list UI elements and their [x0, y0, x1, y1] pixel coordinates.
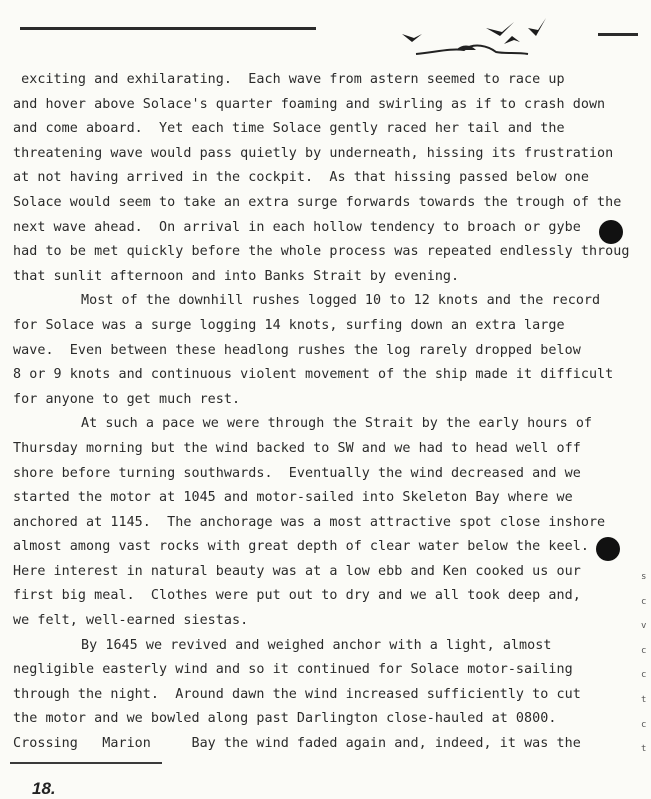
- header-rule: [20, 27, 316, 30]
- text-line: exciting and exhilarating. Each wave from astern seemed to race up: [13, 72, 565, 87]
- text-line: At such a pace we were through the Strait by the early hours of: [81, 416, 593, 432]
- paragraph: [13, 634, 651, 757]
- punch-hole: [596, 537, 620, 561]
- text-line: threatening wave would pass quietly by underneath, hissing its frustration: [13, 145, 614, 161]
- text-line: for anyone to get much rest.: [13, 391, 241, 407]
- margin-edge-marks: [641, 565, 651, 762]
- punch-hole: [599, 220, 623, 244]
- edge-mark: s: [641, 572, 647, 582]
- header-rule-right: [598, 33, 638, 36]
- bird-4: [528, 18, 546, 36]
- text-line: we felt, well-earned siestas.: [13, 613, 249, 629]
- text-line: had to be met quickly before the whole process was repeated endlessly throug: [13, 244, 630, 260]
- text-line: Here interest in natural beauty was at a low ebb and Ken cooked us our: [13, 563, 581, 579]
- body-text: [13, 68, 651, 757]
- text-line: 8 or 9 knots and continuous violent movement of the ship made it difficult: [13, 367, 614, 383]
- text-line: almost among vast rocks with great depth of clear water below the keel.: [13, 539, 589, 555]
- edge-mark: t: [641, 744, 647, 755]
- seabirds-illustration: [396, 14, 560, 60]
- page-number: 18.: [32, 779, 56, 798]
- text-line: shore before turning southwards. Eventually the wind decreased and we: [13, 465, 581, 481]
- text-line: and come aboard. Yet each time Solace gently raced her tail and the: [13, 121, 565, 137]
- text-line: anchored at 1145. The anchorage was a most attractive spot close inshore: [13, 514, 606, 530]
- text-line: Solace would seem to take an extra surge forwards towards the trough of the: [13, 194, 622, 210]
- bird-3: [504, 36, 520, 44]
- text-line: first big meal. Clothes were put out to dry and we all took deep and,: [13, 588, 581, 604]
- text-line: Most of the downhill rushes logged 10 to 12 knots and the record: [81, 293, 601, 309]
- text-line: the motor and we bowled along past Darlington close-hauled at 0800.: [13, 711, 557, 727]
- text-line: negligible easterly wind and so it continued for Solace motor-sailing: [13, 662, 573, 678]
- paragraph: [13, 412, 651, 633]
- text-line: Thursday morning but the wind backed to SW and we had to head well off: [13, 440, 581, 456]
- paragraph: [13, 289, 651, 412]
- text-line: Crossing Marion Bay the wind faded again and, indeed, it was the: [13, 736, 581, 752]
- text-line: at not having arrived in the cockpit. As that hissing passed below one: [13, 170, 589, 186]
- bird-1: [402, 34, 422, 42]
- bird-2: [486, 22, 514, 36]
- edge-mark: v: [641, 621, 647, 632]
- edge-mark: t: [641, 694, 647, 705]
- text-line: that sunlit afternoon and into Banks Strait by evening.: [13, 268, 460, 284]
- footer-rule: [10, 762, 162, 764]
- edge-mark: c: [641, 719, 647, 730]
- edge-mark: c: [641, 645, 647, 656]
- text-line: for Solace was a surge logging 14 knots, surfing down an extra large: [13, 317, 565, 333]
- text-line: By 1645 we revived and weighed anchor with a light, almost: [81, 637, 552, 653]
- edge-mark: c: [641, 670, 647, 681]
- paragraph: [13, 68, 651, 289]
- text-line: through the night. Around dawn the wind increased sufficiently to cut: [13, 686, 581, 702]
- edge-mark: c: [641, 596, 647, 607]
- text-line: next wave ahead. On arrival in each hollow tendency to broach or gybe: [13, 219, 581, 235]
- text-line: wave. Even between these headlong rushes the log rarely dropped below: [13, 342, 581, 358]
- text-line: started the motor at 1045 and motor-sailed into Skeleton Bay where we: [13, 490, 573, 506]
- text-line: and hover above Solace's quarter foaming and swirling as if to crash down: [13, 96, 606, 112]
